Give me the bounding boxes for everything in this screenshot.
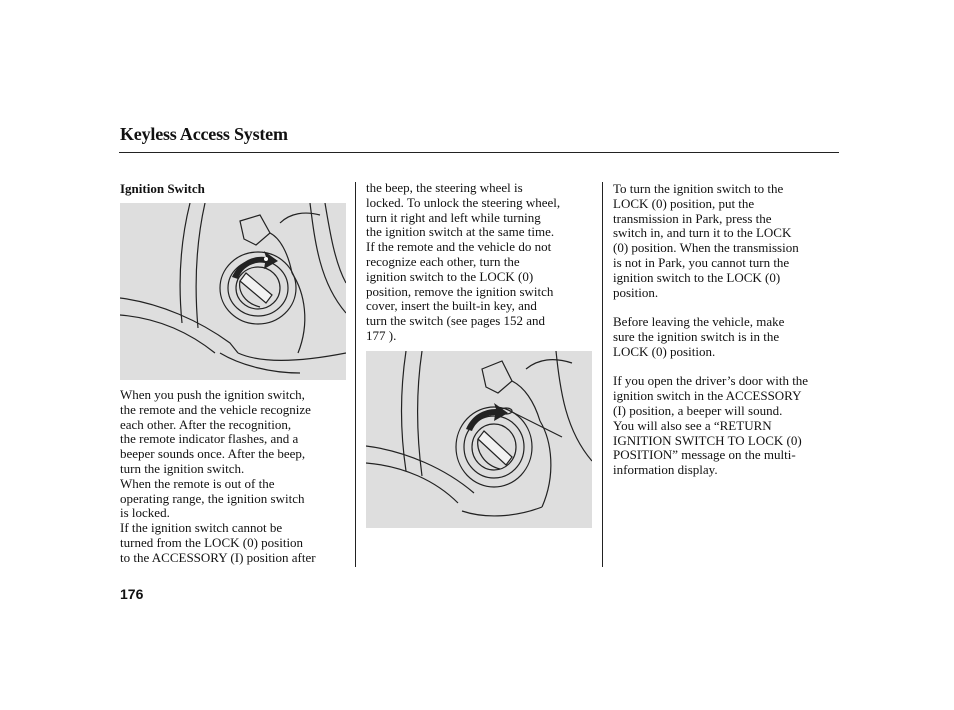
text-line: locked. To unlock the steering wheel,: [366, 194, 561, 210]
text-line: ignition switch to the LOCK (0): [366, 268, 534, 284]
ignition-switch-illustration-1: [120, 203, 346, 380]
text-line: is locked.: [120, 505, 170, 521]
text-line: If the ignition switch cannot be: [120, 520, 283, 536]
text-line: You will also see a “RETURN: [613, 417, 772, 433]
column-3-text: [613, 182, 843, 478]
text-line: To turn the ignition switch to the: [613, 181, 784, 196]
text-line: LOCK (0) position.: [613, 343, 716, 359]
text-line: turn it right and left while turning: [366, 209, 541, 225]
text-line: If the remote and the vehicle do not: [366, 239, 552, 255]
text-line: information display.: [613, 462, 718, 478]
text-line: 177 ).: [366, 327, 397, 343]
page-title: Keyless Access System: [120, 124, 288, 144]
text-line: When the remote is out of the: [120, 475, 275, 491]
text-line: beeper sounds once. After the beep,: [120, 446, 306, 462]
text-line: switch in, and turn it to the LOCK: [613, 225, 792, 241]
text-line: LOCK (0) position, put the: [613, 195, 755, 211]
text-line: Before leaving the vehicle, make: [613, 314, 785, 330]
text-line: turn the switch (see pages 152 and: [366, 313, 546, 329]
text-line: POSITION” message on the multi-: [613, 447, 796, 463]
column-divider-1: [355, 182, 356, 567]
section-subheading: Ignition Switch: [120, 181, 205, 196]
text-line: position, remove the ignition switch: [366, 283, 554, 299]
text-line: When you push the ignition switch,: [120, 387, 305, 402]
text-line: operating range, the ignition switch: [120, 490, 305, 506]
text-line: transmission in Park, press the: [613, 210, 772, 226]
column-2-text: [366, 181, 598, 344]
text-line: to the ACCESSORY (I) position after: [120, 549, 316, 565]
text-line: turned from the LOCK (0) position: [120, 534, 304, 550]
text-line: is not in Park, you cannot turn the: [613, 254, 790, 270]
text-line: the remote and the vehicle recognize: [120, 401, 311, 417]
ignition-switch-illustration-2: [366, 351, 592, 528]
page-number: 176: [120, 586, 144, 602]
text-line: each other. After the recognition,: [120, 416, 292, 432]
text-line: sure the ignition switch is in the: [613, 328, 780, 344]
ignition-switch-drawing-2: [366, 351, 592, 528]
text-line: IGNITION SWITCH TO LOCK (0): [613, 432, 802, 448]
text-line: position.: [613, 284, 659, 300]
text-line: the remote indicator flashes, and a: [120, 431, 299, 447]
column-divider-2: [602, 182, 603, 567]
text-line: the beep, the steering wheel is: [366, 180, 523, 195]
column-1-text: [120, 388, 348, 566]
text-line: turn the ignition switch.: [120, 460, 245, 476]
title-rule: [119, 152, 839, 153]
text-line: cover, insert the built-in key, and: [366, 298, 537, 314]
ignition-switch-drawing-1: [120, 203, 346, 380]
text-line: If you open the driver’s door with the: [613, 373, 809, 389]
text-line: ignition switch to the LOCK (0): [613, 269, 781, 285]
text-line: recognize each other, turn the: [366, 253, 520, 269]
text-line: the ignition switch at the same time.: [366, 224, 555, 240]
text-line: (I) position, a beeper will sound.: [613, 402, 783, 418]
text-line: ignition switch in the ACCESSORY: [613, 388, 802, 404]
text-line: (0) position. When the transmission: [613, 240, 799, 256]
